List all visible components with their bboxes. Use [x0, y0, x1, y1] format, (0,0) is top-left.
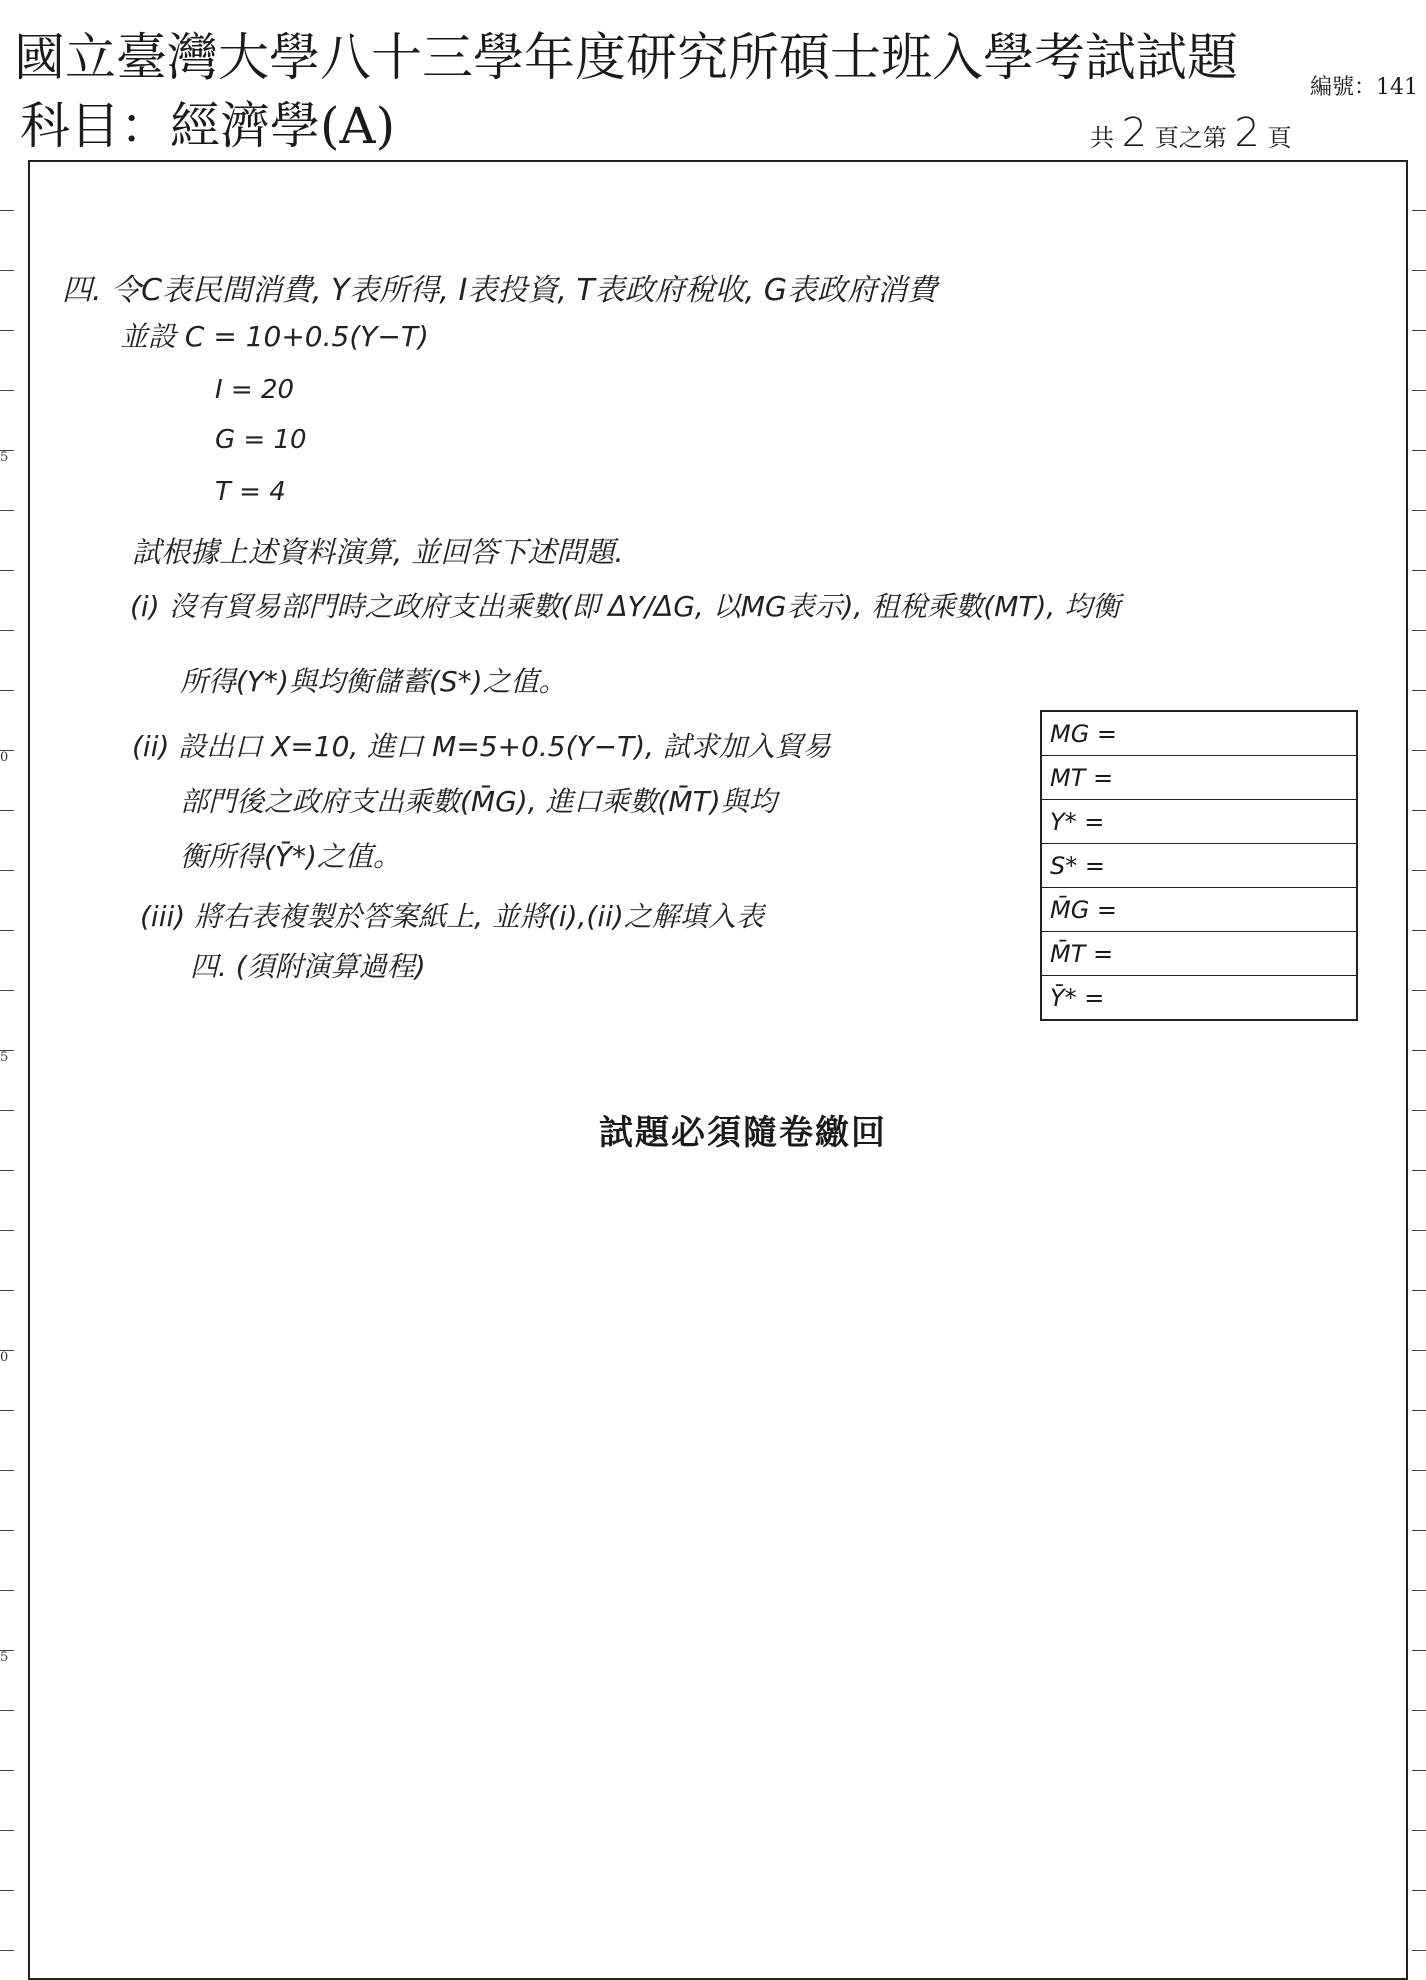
answer-table: [1040, 710, 1358, 1021]
part-ii-text: (ii) 設出口 X=10, 進口 M=5+0.5(Y−T), 試求加入貿易: [132, 730, 831, 763]
margin-tick: [1412, 1770, 1426, 1771]
page-total: 2: [1121, 110, 1148, 156]
part-iii-text-cont: 四. (須附演算過程): [190, 950, 426, 983]
page-current: 2: [1234, 110, 1260, 156]
table-row: [1041, 844, 1357, 888]
margin-tick: [0, 1710, 14, 1711]
margin-tick: [1412, 1830, 1426, 1831]
margin-tick: [1412, 930, 1426, 931]
exam-title: 國立臺灣大學八十三學年度研究所碩士班入學考試試題: [14, 29, 1239, 88]
margin-tick: [1412, 1530, 1426, 1531]
margin-tick: [0, 930, 14, 931]
margin-tick: [1412, 870, 1426, 871]
margin-tick: [0, 270, 14, 271]
part-ii-text-cont: 部門後之政府支出乘數(M̄G), 進口乘數(M̄T)與均: [180, 785, 777, 818]
margin-tick: [0, 570, 14, 571]
margin-tick: [1412, 1290, 1426, 1291]
margin-tick: [0, 1770, 14, 1771]
margin-tick: [0, 1950, 14, 1951]
tax-equation: T = 4: [215, 477, 286, 507]
margin-tick: [1412, 1410, 1426, 1411]
page-count-middle: 頁之第: [1154, 124, 1227, 152]
margin-tick: [1412, 630, 1426, 631]
table-row: [1041, 976, 1357, 1021]
margin-tick: [1412, 810, 1426, 811]
margin-tick: [1412, 1230, 1426, 1231]
margin-tick: [1412, 450, 1426, 451]
margin-tick: [0, 1170, 14, 1171]
answer-cell-y-bar: Ȳ* =: [1050, 983, 1105, 1012]
margin-number: 5: [0, 1050, 9, 1065]
margin-tick: [0, 990, 14, 991]
margin-tick: [0, 810, 14, 811]
part-ii-text-cont2: 衡所得(Ȳ*)之值。: [180, 840, 401, 873]
margin-tick: [0, 630, 14, 631]
question-instruction: 試根據上述資料演算, 並回答下述問題.: [132, 535, 624, 569]
exam-number: 編號：141: [1310, 75, 1418, 100]
margin-tick: [0, 1230, 14, 1231]
margin-tick: [0, 690, 14, 691]
margin-number: 0: [0, 1350, 9, 1365]
margin-tick: [1412, 1350, 1426, 1351]
margin-tick: [0, 1410, 14, 1411]
margin-tick: [1412, 570, 1426, 571]
margin-tick: [0, 1530, 14, 1531]
answer-cell-mt: MT =: [1041, 756, 1357, 800]
margin-tick: [0, 1830, 14, 1831]
government-equation: G = 10: [215, 425, 307, 455]
margin-tick: [1412, 1890, 1426, 1891]
margin-tick: [0, 1890, 14, 1891]
question-intro: 四. 令C表民間消費, Y表所得, I表投資, T表政府稅收, G表政府消費: [62, 273, 938, 308]
investment-equation: I = 20: [215, 375, 295, 405]
consumption-equation: 並設 C = 10+0.5(Y−T): [120, 320, 429, 353]
part-i-text-cont: 所得(Y*)與均衡儲蓄(S*)之值。: [180, 665, 567, 698]
margin-tick: [1412, 1590, 1426, 1591]
margin-tick: [0, 1590, 14, 1591]
margin-tick: [0, 510, 14, 511]
margin-tick: [1412, 1650, 1426, 1651]
margin-tick: [0, 210, 14, 211]
margin-tick: [0, 390, 14, 391]
margin-tick: [1412, 1950, 1426, 1951]
page-count: [1090, 110, 1291, 156]
table-row: [1041, 932, 1357, 976]
subject-label: 科目：經濟學(A): [20, 97, 396, 155]
part-iii-text: (iii) 將右表複製於答案紙上, 並將(i),(ii)之解填入表: [140, 900, 764, 933]
margin-tick: [1412, 330, 1426, 331]
margin-tick: [1412, 690, 1426, 691]
answer-cell-mg-bar: M̄G =: [1041, 888, 1357, 932]
answer-cell-s: S* =: [1041, 844, 1357, 888]
part-i-text: (i) 沒有貿易部門時之政府支出乘數(即 ΔY/ΔG, 以MG表示), 租稅乘數(MT), 均衡: [130, 590, 1121, 623]
table-row: [1041, 711, 1357, 756]
margin-tick: [1412, 1170, 1426, 1171]
margin-number: 0: [0, 750, 9, 765]
return-notice: 試題必須隨卷繳回: [599, 1113, 887, 1153]
answer-cell-mt-bar: M̄T =: [1041, 932, 1357, 976]
answer-cell-mg: MG =: [1041, 711, 1357, 756]
margin-tick: [1412, 510, 1426, 511]
margin-tick: [1412, 210, 1426, 211]
table-row: [1041, 756, 1357, 800]
margin-tick: [0, 330, 14, 331]
margin-number: 5: [0, 1650, 9, 1665]
margin-tick: [0, 1290, 14, 1291]
table-row: [1041, 800, 1357, 844]
margin-tick: [1412, 1470, 1426, 1471]
margin-tick: [0, 1470, 14, 1471]
table-row: [1041, 888, 1357, 932]
margin-number: 5: [0, 450, 9, 465]
answer-cell-y: Y* =: [1041, 800, 1357, 844]
margin-tick: [1412, 390, 1426, 391]
margin-tick: [1412, 750, 1426, 751]
margin-tick: [1412, 1050, 1426, 1051]
page-count-prefix: 共: [1090, 124, 1114, 152]
margin-tick: [0, 870, 14, 871]
margin-tick: [1412, 990, 1426, 991]
page-count-suffix: 頁: [1267, 124, 1292, 152]
margin-tick: [1412, 270, 1426, 271]
margin-tick: [1412, 1710, 1426, 1711]
